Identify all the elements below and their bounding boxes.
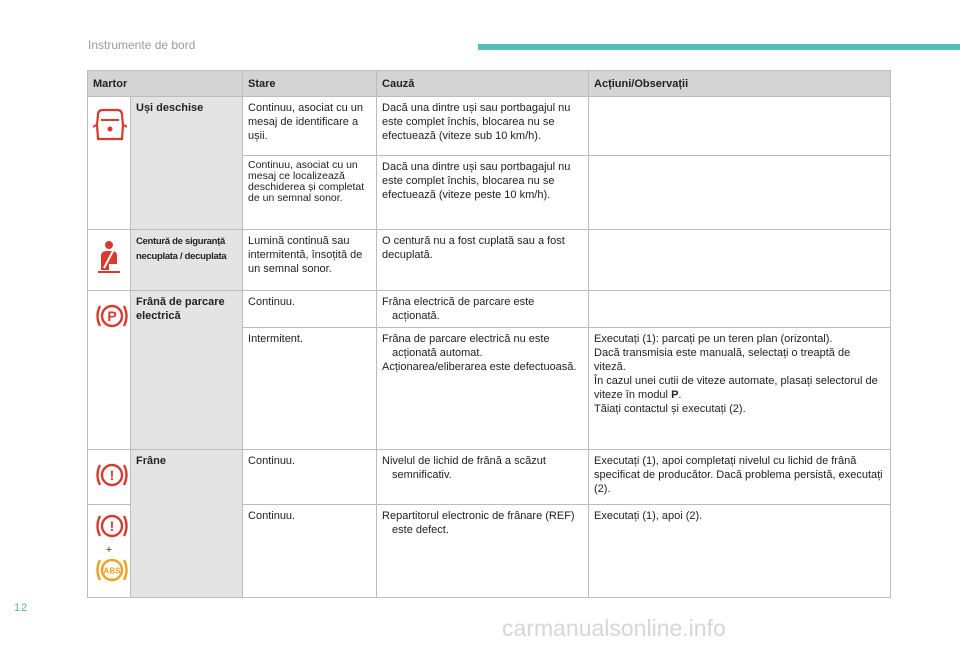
column-header-actiuni: Acțiuni/Observații: [589, 71, 891, 97]
action-line: Executați (1): parcați pe un teren plan (orizontal).: [594, 333, 833, 345]
brake-warning-symbol: !: [109, 467, 115, 483]
icon-cell: [88, 291, 131, 450]
cause-text: [377, 328, 589, 450]
column-header-cauza: Cauză: [377, 71, 589, 97]
action-text: [589, 328, 891, 450]
parking-brake-letter: P: [107, 308, 117, 324]
action-text: Executați (1), apoi (2).: [589, 505, 891, 598]
watermark: carmanualsonline.info: [502, 615, 726, 641]
action-line: Dacă transmisia este manuală, selectați o treaptă de viteză.: [594, 347, 851, 373]
icon-cell: [88, 505, 131, 598]
seatbelt-icon: [96, 265, 122, 277]
cause-line: Acționarea/eliberarea este defectuoasă.: [382, 361, 577, 373]
brake-warning-icon: [93, 518, 131, 544]
cause-text: O centură nu a fost cuplată sau a fost decuplată.: [377, 230, 589, 291]
action-text: [589, 97, 891, 156]
door-open-warning-icon: [93, 134, 127, 146]
state-text: Continuu.: [243, 505, 377, 598]
section-title: Instrumente de bord: [88, 38, 196, 52]
cause-text: Dacă una dintre uși sau portbagajul nu este complet închis, blocarea nu se efectuează (viteze sub 10 km/h).: [377, 97, 589, 156]
accent-bar: [478, 44, 960, 50]
action-text: [589, 156, 891, 230]
warning-name: Frâne: [131, 450, 243, 598]
action-text: Executați (1), apoi completați nivelul cu lichid de frână specificat de producător. Dacă problema persistă, executați (2).: [589, 450, 891, 505]
column-header-stare: Stare: [243, 71, 377, 97]
cause-line: Repartitorul electronic de frânare (REF) este defect.: [382, 510, 575, 536]
icon-cell: [88, 230, 131, 291]
state-text: Lumină continuă sau intermitentă, însoțită de un semnal sonor.: [243, 230, 377, 291]
state-text: Continuu.: [243, 291, 377, 328]
state-text: Continuu.: [243, 450, 377, 505]
gear-mode-label: P: [671, 389, 679, 401]
plus-sign: +: [105, 544, 113, 556]
warning-name: Centură de siguranță necuplata / decuplata: [131, 230, 243, 291]
cause-line: Nivelul de lichid de frână a scăzut semnificativ.: [382, 455, 546, 481]
page-number: 12: [14, 602, 29, 614]
state-text: Continuu, asociat cu un mesaj ce localizează deschiderea și completat de un semnal sonor.: [243, 156, 377, 230]
cause-text: [377, 291, 589, 328]
abs-icon: [93, 566, 131, 588]
table-row: [88, 97, 891, 156]
action-line: Tăiați contactul și executați (2).: [594, 403, 746, 415]
table-row: [88, 291, 891, 328]
cause-line: Frâna electrică de parcare este acționată.: [382, 296, 535, 322]
warning-name: Uși deschise: [131, 97, 243, 230]
warning-lights-table: [87, 70, 891, 598]
icon-cell: [88, 450, 131, 505]
warning-name: Frână de parcare electrică: [131, 291, 243, 450]
cause-text: Dacă una dintre uși sau portbagajul nu este complet închis, blocarea nu se efectuează (viteze peste 10 km/h).: [377, 156, 589, 230]
action-line-text: În cazul unei cutii de viteze automate, plasați selectorul de viteze în modul: [594, 375, 878, 401]
brake-warning-symbol: !: [109, 518, 115, 534]
parking-brake-icon: [93, 308, 131, 334]
cause-line: Frâna de parcare electrică nu este acționată automat.: [382, 333, 550, 359]
action-text: [589, 291, 891, 328]
icon-cell: [88, 97, 131, 230]
state-text: Continuu, asociat cu un mesaj de identificare a ușii.: [243, 97, 377, 156]
cause-text: [377, 505, 589, 598]
column-header-martor: Martor: [88, 71, 243, 97]
abs-label: ABS: [103, 566, 121, 576]
table-header-row: [88, 71, 891, 97]
table-row: [88, 450, 891, 505]
action-line: [594, 374, 885, 402]
action-text: [589, 230, 891, 291]
cause-text: [377, 450, 589, 505]
state-text: Intermitent.: [243, 328, 377, 450]
action-line-end: .: [678, 389, 682, 401]
brake-warning-icon: [93, 467, 131, 493]
table-row: [88, 230, 891, 291]
